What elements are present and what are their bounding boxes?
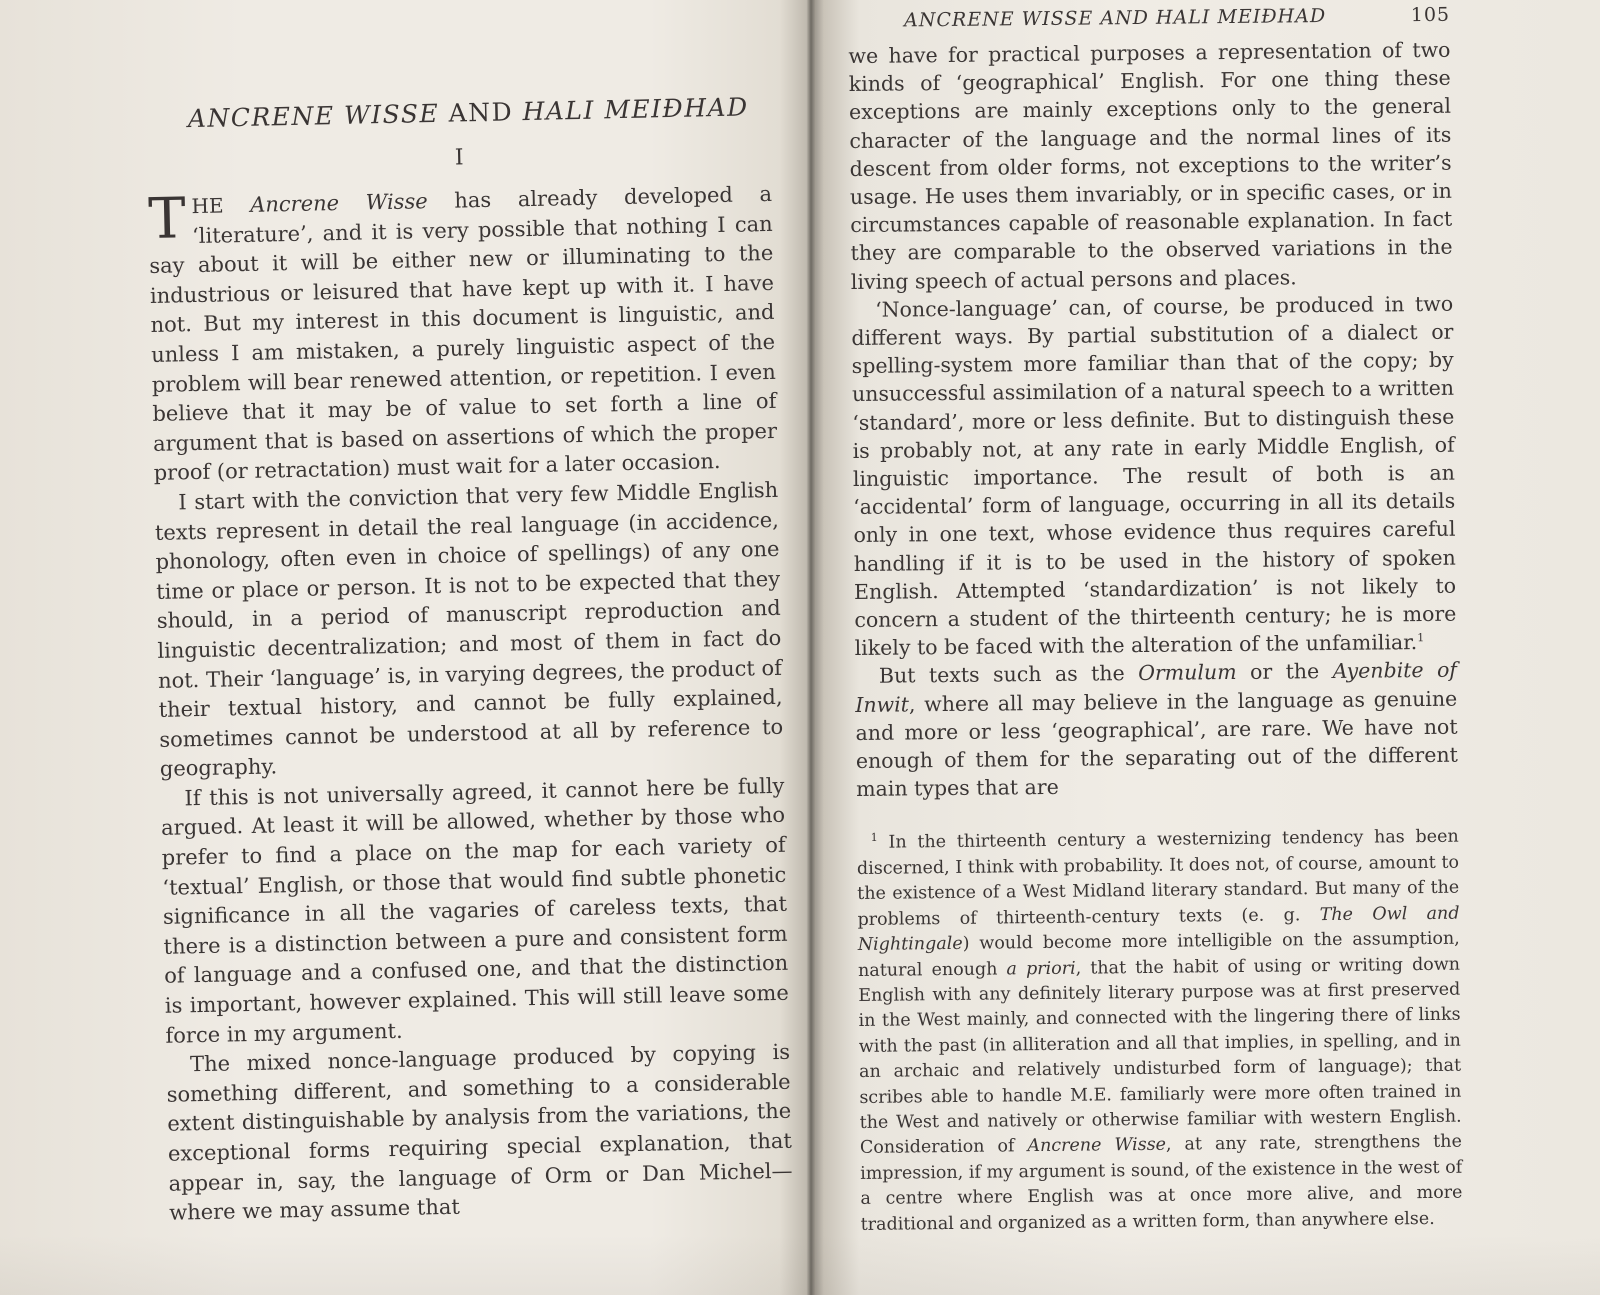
footnote-text-a: In the thirteenth century a westernizing tendency has been discerned, I think with probability. It does not, of course, amount to the existence of a West Midland literary standard. But many of the problems of thirteenth-century texts (e. g. [856,827,1460,930]
ancrene-wisse-title: Ancrene Wisse [1027,1135,1167,1157]
a-priori-text: a priori [1006,958,1076,979]
paragraph-2: I start with the conviction that very few Middle English texts represent in detail the real language (in accidence, phonology, often even in choice of spellings) of any one time or place or person. It is not to be expected that they should, in a period of manuscript reproduction and linguistic decentralization; and most of them in fact do not. Their ‘language’ is, in varying degrees, the product of their textual history, and cannot be fully explained, sometimes cannot be understood at all by reference to geography. [154,477,784,782]
right-text-column [848,4,1463,1238]
right-paragraph-1: we have for practical purposes a representation of two kinds of ‘geographical’ English. For one thing these exceptions are mainly exceptions only to the general character of the language and the normal lines of its descent from older forms, not exceptions to the writer’s usage. He uses them invariably, or in specific cases, or in circumstances capable of reasonable explanation. In fact they are comparable to the observed variations in the living speech of actual persons and places. [848,37,1453,294]
paragraph-4: The mixed nonce-language produced by copying is something different, and something to a considerable extent distinguishable by analysis from the variations, the exceptional forms requiring special explanation, that appear in, say, the language of Orm or Dan Michel—where we may assume that [166,1039,793,1225]
drop-cap: T [147,186,187,252]
right-body-text [848,36,1458,804]
footnote-1 [857,825,1463,1238]
left-body-text [148,180,794,1229]
right-paragraph-3-mid: or the [1236,659,1333,685]
paragraph-1-lead: HE [191,193,224,219]
running-head-part-1: ANCRENE WISSE [903,7,1094,32]
chapter-title [146,92,770,134]
right-paragraph-3-before: But texts such as the [878,661,1139,689]
right-paragraph-2-text: ‘Nonce-language’ can, of course, be produced in two different ways. By partial substitution of a dialect or spelling-system more familiar than that of the copy; by unsuccessful assimilation of a natural speech to a written ‘standard’, more or less definite. But to distinguish these is probably not, at any rate in early Middle English, of linguistic importance. The result of both is an ‘accidental’ form of language, occurring in all its details only in one text, whose evidence thus requires careful handling if it is to be used in the history of spoken English. Attempted ‘standardization’ is not likely to concern a student of the thirteenth century; he is more likely to be faced with the alteration of the unfamiliar. [851,291,1457,661]
paragraph-3: If this is not universally agreed, it cannot here be fully argued. At least it will be allowed, whether by those who prefer to find a place on the map for each variety of ‘textual’ English, or those that would find subtle phonetic significance in all the vagaries of careless texts, that there is a distinction between a pure and consistent form of language and a confused one, and that the distinction is important, however explained. This will still leave some force in my argument. [160,773,789,1048]
chapter-title-and: AND [448,97,514,128]
paragraph-1-title: Ancrene Wisse [249,189,428,217]
footnotes [857,825,1463,1238]
footnote-reference: 1 [1417,631,1425,645]
running-head-part-2: HALI MEIÐHAD [1155,4,1327,29]
paragraph-1 [148,180,778,489]
page-number: 105 [1410,3,1451,27]
chapter-number: I [454,145,464,171]
right-paragraph-2 [851,290,1457,663]
ayenbite-title: Ayenbite of Inwit [855,658,1458,717]
right-paragraph-3-after: , where all may believe in the language as genuine and more or less ‘geographical’, are rare. We have not enough of them for the separating out of the different main types that are [855,686,1458,802]
running-head-and: AND [1100,6,1150,30]
owl-nightingale-title: The Owl and Nightingale [857,903,1460,956]
ormulum-title: Ormulum [1138,660,1237,686]
chapter-title-part-2: HALI MEIÐHAD [522,92,749,127]
book-gutter [806,0,816,1295]
footnote-text-b: ) would become more intelligible on the assumption, natural enough [857,928,1460,981]
footnote-text-c: , that the habit of using or writing down English with any definitely literary purpose was at first preserved in the West mainly, and connected with the lingering there of links with the past (in alliteration and all that implies, in spelling, and in an archaic and relatively undisturbed form of language); that scribes able to handle M.E. familiarly were more often trained in the West and natively or otherwise familiar with western English. Consideration of [858,954,1462,1159]
footnote-text-d: , at any rate, strengthens the impression, if my argument is sound, of the existence in the west of a centre where English was at once more alive, and more traditional and organized as a written form, than anywhere else. [860,1131,1463,1235]
right-paragraph-3 [855,656,1458,803]
running-head-title [848,5,1326,32]
chapter-title-part-1: ANCRENE WISSE [187,98,440,134]
footnote-marker: 1 [870,831,878,845]
left-text-column [146,92,793,1229]
paragraph-1-text: has already developed a ‘literature’, and it is very possible that nothing I can say about it will be either new or illuminating to the industrious or leisured that have kept up with it. I have not. But my interest in this document is linguistic, and unless I am mistaken, a purely linguistic aspect of the problem will bear renewed attention, or repetition. I even believe that it may be of value to set forth a line of argument that is based on assertions of which the proper proof (or retractation) must wait for a later occasion. [149,181,778,486]
